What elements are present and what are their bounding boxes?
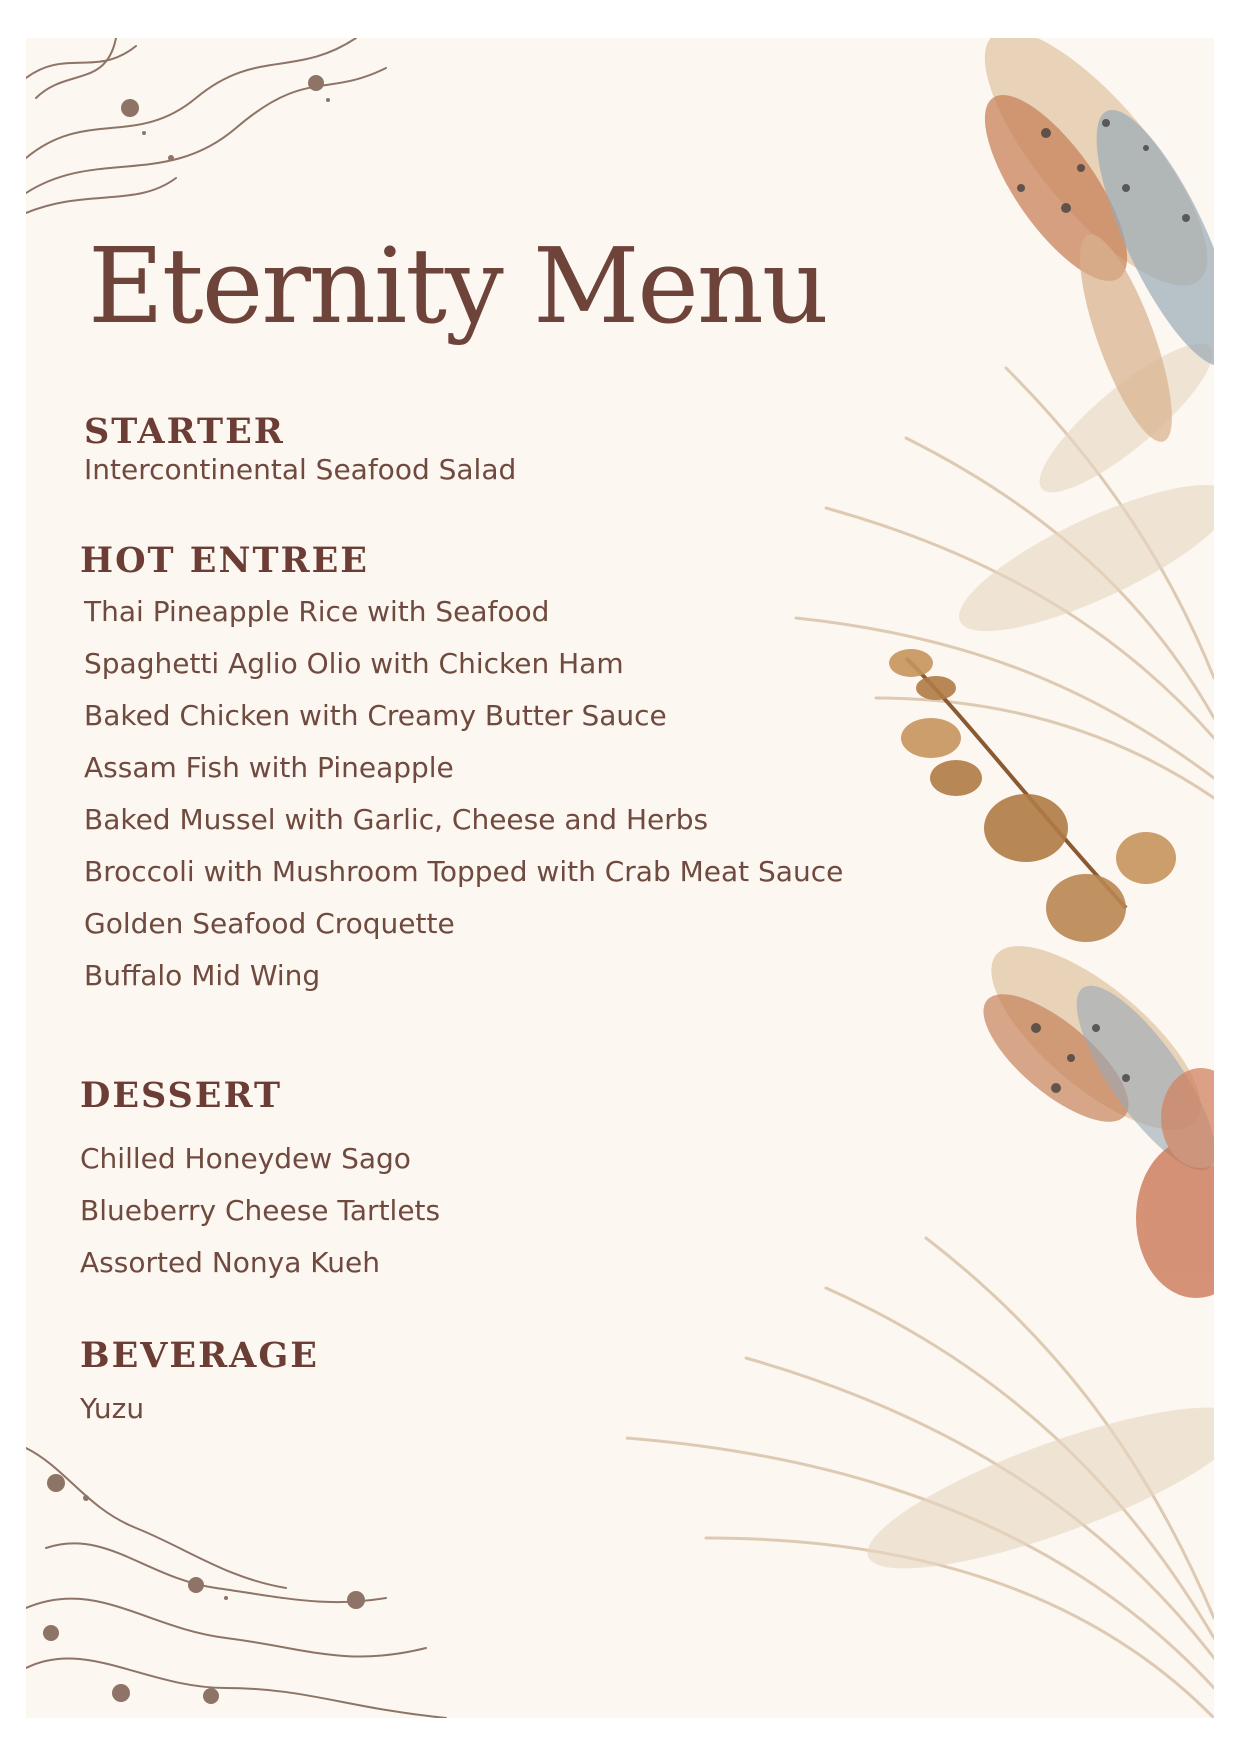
- menu-item: Thai Pineapple Rice with Seafood: [84, 595, 550, 628]
- menu-item: Buffalo Mid Wing: [84, 959, 321, 992]
- section-heading-dessert: DESSERT: [80, 1075, 283, 1116]
- wavy-lines-decoration-bottom: [26, 1438, 506, 1718]
- menu-item: Baked Chicken with Creamy Butter Sauce: [84, 699, 667, 732]
- menu-item: Baked Mussel with Garlic, Cheese and Herbs: [84, 803, 709, 836]
- menu-item: Intercontinental Seafood Salad: [84, 453, 517, 486]
- menu-page: [26, 38, 1214, 1718]
- section-heading-hot-entree: HOT ENTREE: [80, 540, 369, 581]
- menu-item: Yuzu: [80, 1392, 145, 1425]
- menu-item: Blueberry Cheese Tartlets: [80, 1194, 441, 1227]
- section-heading-beverage: BEVERAGE: [80, 1335, 319, 1376]
- section-heading-starter: STARTER: [84, 411, 285, 452]
- menu-title: Eternity Menu: [88, 225, 827, 347]
- wavy-lines-decoration-top: [26, 38, 406, 238]
- menu-item: Broccoli with Mushroom Topped with Crab Meat Sauce: [84, 855, 844, 888]
- menu-item: Chilled Honeydew Sago: [80, 1142, 411, 1175]
- menu-item: Golden Seafood Croquette: [84, 907, 455, 940]
- menu-item: Spaghetti Aglio Olio with Chicken Ham: [84, 647, 624, 680]
- menu-item: Assorted Nonya Kueh: [80, 1246, 380, 1279]
- menu-item: Assam Fish with Pineapple: [84, 751, 454, 784]
